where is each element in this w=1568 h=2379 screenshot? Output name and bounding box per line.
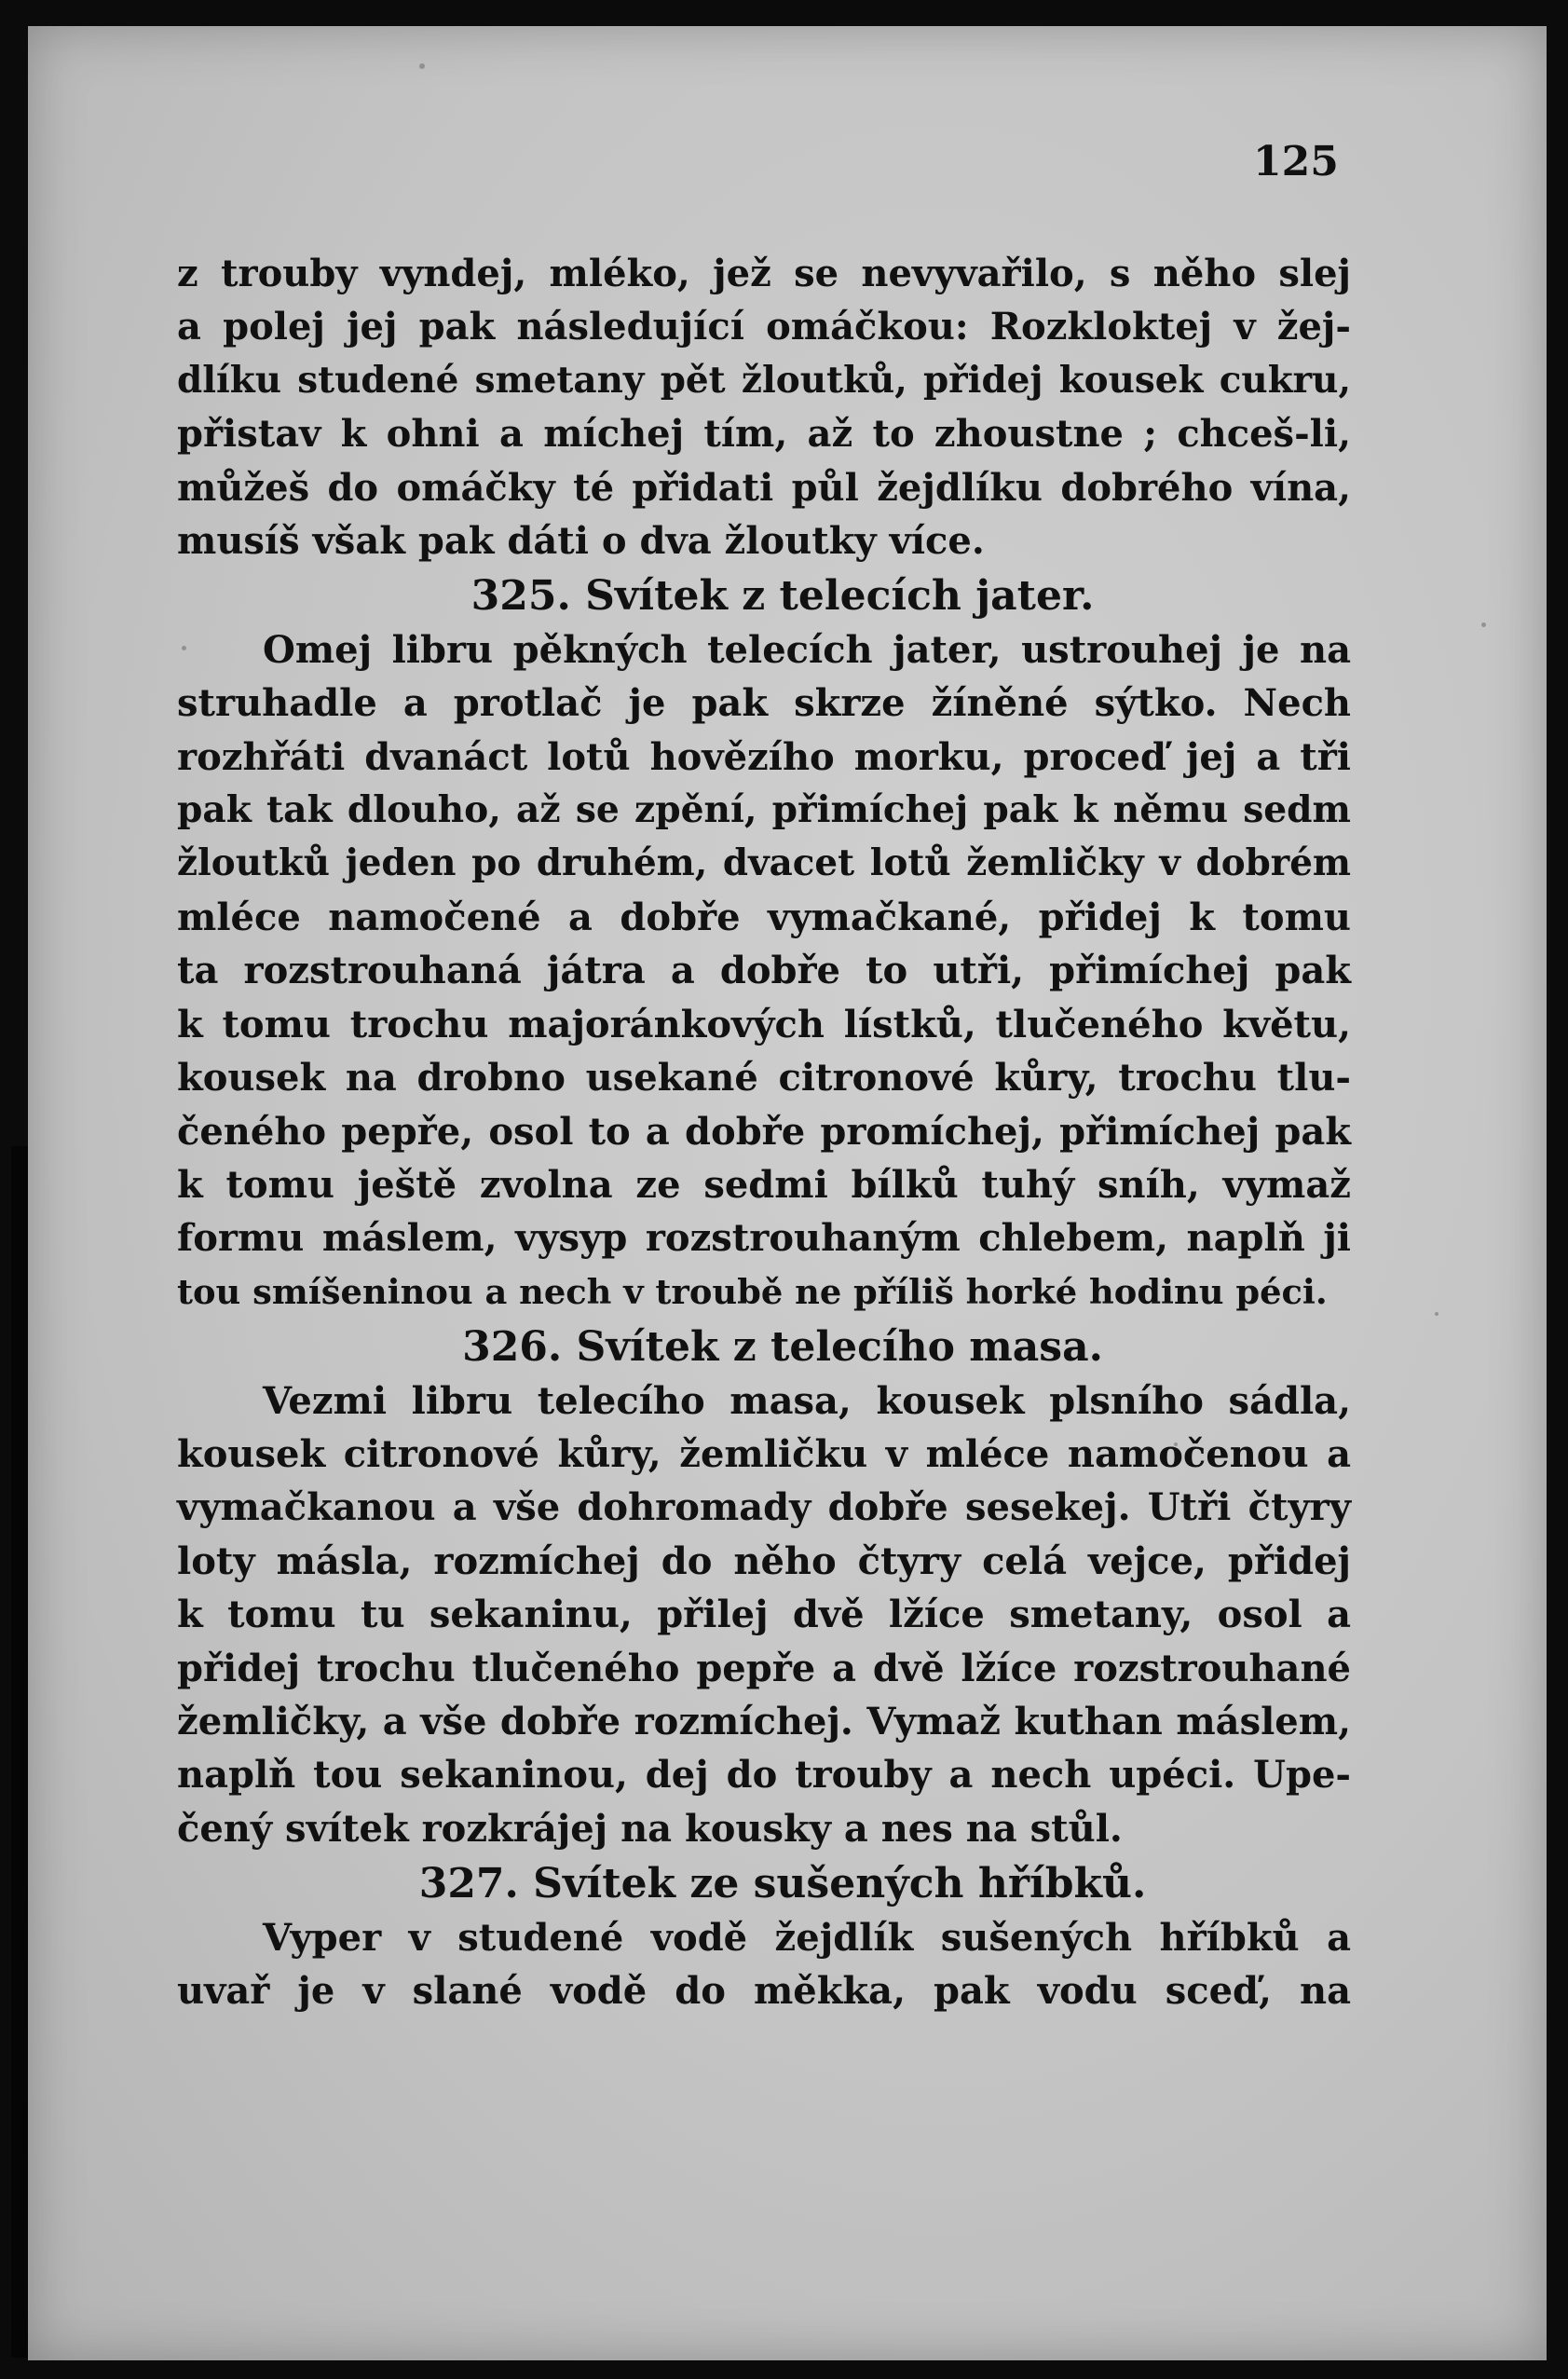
text-line: Vyper v studené vodě žejdlík sušených hříbků a xyxy=(263,1915,1351,1960)
text-line: čeného pepře, osol to a dobře promíchej, přimíchej pak xyxy=(177,1109,1351,1154)
text-line: mléce namočené a dobře vymačkané, přidej k tomu xyxy=(177,895,1351,939)
paragraph-continuation xyxy=(177,247,1351,567)
recipe-body-326 xyxy=(177,1374,1351,1856)
text-line: přistav k ohni a míchej tím, až to zhoustne ; chceš-li, xyxy=(177,412,1351,457)
text-line: ta rozstrouhaná játra a dobře to utři, přimíchej pak xyxy=(177,949,1351,993)
text-line: Vezmi libru telecího masa, kousek plsního sádla, xyxy=(263,1378,1351,1423)
text-line: přidej trochu tlučeného pepře a dvě lžíce rozstrouhané xyxy=(177,1646,1351,1690)
text-line: kousek na drobno usekané citronové kůry, trochu tlu- xyxy=(177,1056,1351,1101)
text-line: kousek citronové kůry, žemličku v mléce namočenou a xyxy=(177,1431,1351,1476)
text-line: naplň tou sekaninou, dej do trouby a nech upéci. Upe- xyxy=(177,1753,1351,1798)
text-line: vymačkanou a vše dohromady dobře sesekej. Utři čtyry xyxy=(177,1485,1351,1530)
text-line: musíš však pak dáti o dva žloutky více. xyxy=(177,519,985,564)
text-line: k tomu tu sekaninu, přilej dvě lžíce smetany, osol a xyxy=(177,1593,1351,1637)
recipe-heading-327: 327. Svítek ze sušených hříbků. xyxy=(418,1860,1147,1908)
text-line: loty másla, rozmíchej do něho čtyry celá vejce, přidej xyxy=(177,1538,1351,1583)
recipe-heading-325: 325. Svítek z telecích jater. xyxy=(470,572,1095,621)
text-line: žloutků jeden po druhém, dvacet lotů žemličky v dobrém xyxy=(177,842,1351,885)
paper-speck xyxy=(419,63,425,69)
page-number: 125 xyxy=(1253,138,1339,185)
paper-speck xyxy=(1435,1312,1438,1316)
recipe-body-325 xyxy=(177,623,1351,1319)
text-line: rozhřáti dvanáct lotů hovězího morku, proceď jej a tři xyxy=(177,734,1351,779)
binding-shadow xyxy=(11,1146,28,2358)
text-line: můžeš do omáčky té přidati půl žejdlíku dobrého vína, xyxy=(177,465,1351,510)
text-line: a polej jej pak následující omáčkou: Rozkloktej v žej- xyxy=(177,305,1351,349)
text-line: žemličky, a vše dobře rozmíchej. Vymaž kuthan máslem, xyxy=(177,1699,1351,1743)
text-line: dlíku studené smetany pět žloutků, přidej kousek cukru, xyxy=(177,358,1351,402)
recipe-heading-326: 326. Svítek z telecího masa. xyxy=(462,1323,1103,1372)
page-text xyxy=(177,247,1351,2017)
text-line: formu máslem, vysyp rozstrouhaným chlebem, naplň ji xyxy=(177,1216,1351,1261)
text-line: Omej libru pěkných telecích jater, ustrouhej je na xyxy=(263,627,1351,672)
text-line: tou smíšeninou a nech v troubě ne příliš horké hodinu péci. xyxy=(177,1270,1328,1312)
text-line: struhadle a protlač je pak skrze žíněné sýtko. Nech xyxy=(177,681,1351,726)
paper-speck xyxy=(1481,622,1486,627)
text-line: k tomu ještě zvolna ze sedmi bílků tuhý sníh, vymaž xyxy=(177,1162,1351,1207)
recipe-body-327 xyxy=(177,1911,1351,2018)
text-line: pak tak dlouho, až se zpění, přimíchej pak k němu sedm xyxy=(177,788,1351,832)
text-line: z trouby vyndej, mléko, jež se nevyvařilo, s něho slej xyxy=(177,252,1351,295)
text-line: k tomu trochu majoránkových lístků, tlučeného květu, xyxy=(177,1002,1351,1046)
text-line: uvař je v slané vodě do měkka, pak vodu sceď, na xyxy=(177,1969,1351,2013)
text-line: čený svítek rozkrájej na kousky a nes na stůl. xyxy=(177,1806,1123,1851)
